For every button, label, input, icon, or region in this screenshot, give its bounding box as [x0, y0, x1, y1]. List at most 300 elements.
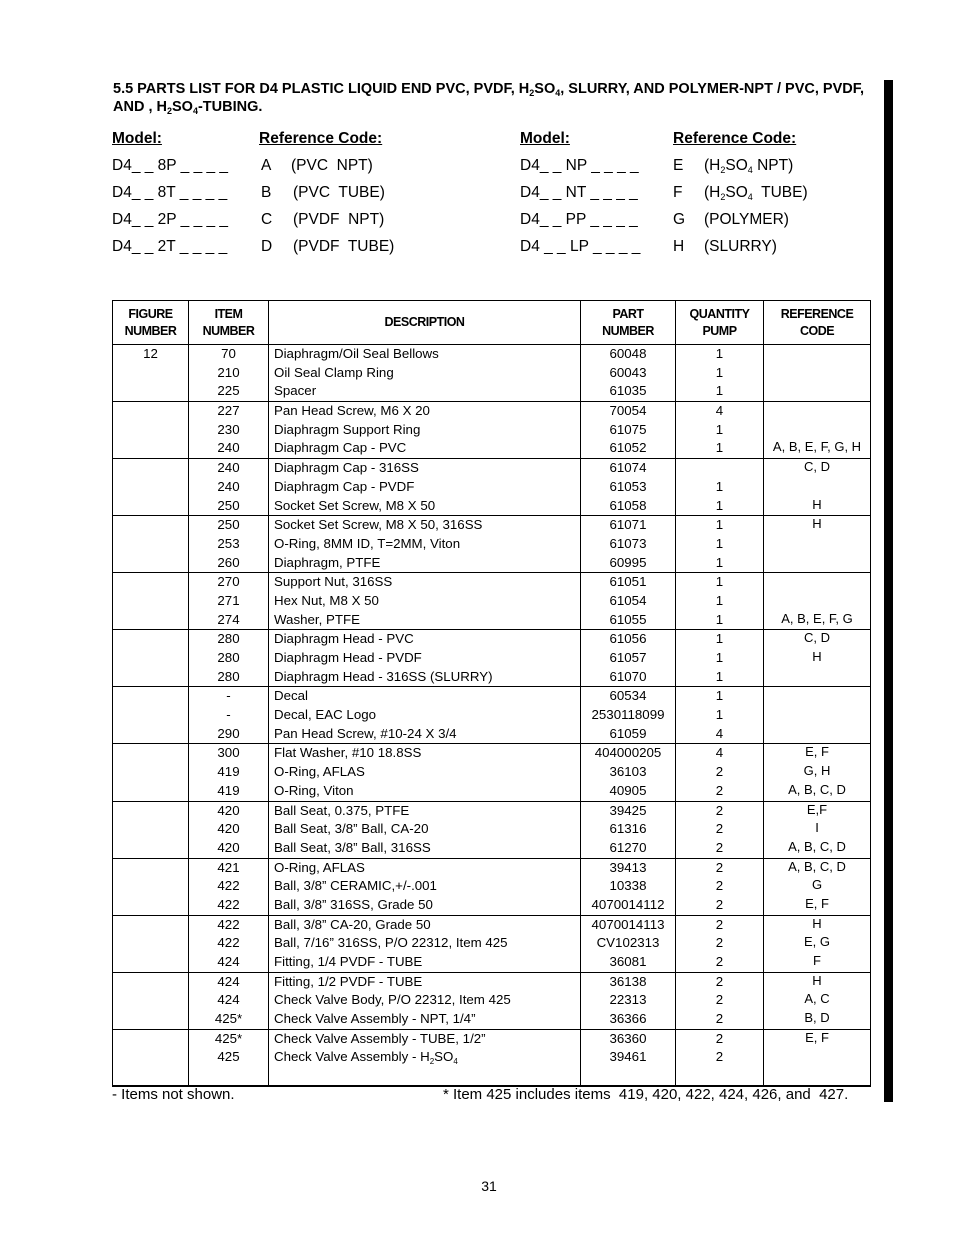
reference-description: (PVC NPT) [291, 157, 373, 174]
item-number: 425* [214, 1030, 243, 1046]
model-header-left: Model: [112, 130, 162, 147]
quantity: 1 [715, 421, 724, 437]
part-number-cell [581, 801, 676, 858]
part-number: 61316 [609, 821, 647, 837]
item-number-cell [189, 573, 269, 630]
table-row [113, 858, 871, 915]
part-number: 61070 [609, 668, 647, 684]
header-description: DESCRIPTION [269, 301, 581, 345]
quantity-cell [676, 744, 764, 801]
part-number: 61073 [609, 535, 647, 551]
quantity: 1 [715, 383, 724, 399]
item-number-cell [189, 630, 269, 687]
item-number: 240 [217, 440, 240, 456]
table-row [113, 630, 871, 687]
part-description: Diaphragm, PTFE [274, 554, 381, 570]
quantity: 2 [715, 1011, 724, 1027]
item-number: 250 [217, 497, 240, 513]
part-number: 61056 [609, 631, 647, 647]
part-number: 61075 [609, 421, 647, 437]
description-cell [269, 744, 581, 801]
reference-code [764, 592, 870, 611]
quantity-cell [676, 801, 764, 858]
table-header-row [113, 301, 871, 345]
quantity-cell [676, 516, 764, 573]
part-number: 60534 [609, 688, 647, 704]
item-number: 422 [217, 896, 240, 912]
table-row [113, 345, 871, 402]
part-number: 61051 [609, 574, 647, 590]
reference-code-cell [764, 972, 871, 1029]
part-description: Diaphragm Support Ring [274, 421, 421, 437]
description-cell [269, 915, 581, 972]
footnote-item-425: * Item 425 includes items 419, 420, 422, 424, 426, and 427. [443, 1086, 849, 1103]
reference-letter: B [261, 184, 272, 201]
part-description: Support Nut, 316SS [274, 574, 393, 590]
model-code: D4_ _ 8P _ _ _ _ [112, 157, 229, 174]
section-title: 5.5 PARTS LIST FOR D4 PLASTIC LIQUID END PVC, PVDF, $H_2SO_4$, SLURRY, AND POLYMER-NPT / PVC, PVDF, AND , $H_2SO_4$-TUBING. [113, 81, 864, 116]
reference-code-cell [764, 516, 871, 573]
part-description: Ball, 3/8” 316SS, Grade 50 [274, 896, 433, 912]
figure-number-cell [113, 915, 189, 972]
reference-code-cell [764, 573, 871, 630]
part-description: Fitting, 1/2 PVDF - TUBE [274, 973, 423, 989]
item-number-cell [189, 1029, 269, 1086]
quantity: 2 [715, 916, 724, 932]
figure-number: 12 [143, 346, 158, 361]
description-cell [269, 630, 581, 687]
description-cell [269, 801, 581, 858]
part-description: Check Valve Body, P/O 22312, Item 425 [274, 992, 511, 1008]
quantity: 1 [715, 574, 724, 590]
parts-table [112, 300, 871, 1087]
item-number: 425 [217, 1049, 240, 1065]
part-number: 61270 [609, 839, 647, 855]
reference-code [764, 402, 870, 421]
part-description: Ball Seat, 3/8” Ball, 316SS [274, 839, 431, 855]
quantity: 2 [715, 839, 724, 855]
reference-code: B, D [804, 1010, 830, 1026]
reference-description: (PVDF NPT) [293, 211, 385, 228]
part-description: Diaphragm Head - 316SS (SLURRY) [274, 668, 493, 684]
item-number: 290 [217, 725, 240, 741]
item-number: 240 [217, 460, 240, 476]
part-description: Fitting, 1/4 PVDF - TUBE [274, 954, 423, 969]
description-cell [269, 402, 581, 459]
page-edge-bar [884, 80, 893, 1102]
quantity: 4 [715, 403, 724, 419]
quantity: 2 [715, 802, 724, 818]
quantity: 1 [715, 707, 724, 723]
quantity: 2 [715, 782, 724, 798]
part-number-cell [581, 858, 676, 915]
reference-letter: E [673, 157, 684, 174]
description-cell [269, 687, 581, 744]
item-number: 425* [214, 1011, 243, 1027]
model-code: D4_ _ NP _ _ _ _ [520, 157, 639, 174]
reference-code: G [811, 877, 823, 893]
quantity-cell [676, 1029, 764, 1086]
quantity-cell [676, 402, 764, 459]
quantity-cell [676, 459, 764, 516]
item-number-cell [189, 915, 269, 972]
part-description: Diaphragm/Oil Seal Bellows [274, 346, 439, 361]
reference-code-cell [764, 1029, 871, 1086]
reference-code [764, 478, 870, 497]
reference-code: H [812, 649, 822, 664]
item-number: 424 [217, 954, 240, 969]
part-number-cell [581, 687, 676, 744]
part-number-cell [581, 972, 676, 1029]
part-number: 4070014113 [591, 916, 665, 932]
quantity: 1 [715, 554, 724, 570]
part-number: 61071 [609, 517, 647, 533]
part-number: 61055 [609, 611, 647, 627]
reference-code: A, B, C, D [788, 838, 846, 854]
model-header-right: Model: [520, 130, 570, 147]
item-number: 253 [217, 535, 240, 551]
ref-header-left: Reference Code: [259, 130, 383, 147]
reference-code: E,F [806, 801, 828, 817]
part-number: 36360 [609, 1030, 647, 1046]
reference-description: (POLYMER) [704, 211, 789, 228]
part-number-cell [581, 573, 676, 630]
part-description: Check Valve Assembly - $H_2SO_4$ [274, 1049, 458, 1067]
quantity: 4 [715, 745, 724, 761]
header-reference-code: REFERENCE CODE [764, 301, 871, 345]
quantity: 1 [715, 364, 724, 380]
item-number: 271 [217, 592, 240, 608]
item-number: 424 [217, 973, 240, 989]
model-code: D4_ _ 2P _ _ _ _ [112, 211, 229, 228]
reference-code: H [812, 496, 822, 512]
model-code: D4_ _ NT _ _ _ _ [520, 184, 638, 201]
part-number: 39413 [609, 859, 647, 875]
figure-number-cell [113, 801, 189, 858]
part-number: 61053 [609, 478, 647, 494]
quantity: 2 [715, 935, 724, 951]
figure-number-cell [113, 402, 189, 459]
reference-code: C, D [804, 630, 830, 646]
reference-code-cell [764, 459, 871, 516]
part-description: Diaphragm Head - PVDF [274, 650, 422, 665]
reference-code: E, F [805, 895, 829, 911]
part-number-cell [581, 915, 676, 972]
quantity: 1 [715, 650, 724, 665]
table-row [113, 915, 871, 972]
item-number: 225 [217, 383, 240, 399]
reference-code: G, H [803, 763, 831, 779]
header-item-number: ITEM NUMBER [189, 301, 269, 345]
item-number-cell [189, 858, 269, 915]
quantity: 2 [715, 896, 724, 912]
quantity: 1 [715, 631, 724, 647]
figure-number-cell [113, 459, 189, 516]
reference-code: E, G [803, 934, 830, 950]
ref-header-right: Reference Code: [673, 130, 797, 147]
part-description: Diaphragm Head - PVC [274, 631, 414, 647]
part-number: 36138 [609, 973, 647, 989]
reference-code: A, B, E, F, G, H [772, 439, 862, 455]
table-row [113, 801, 871, 858]
reference-description: ($H_2SO_4$ TUBE) [704, 184, 808, 202]
header-part-number: PART NUMBER [581, 301, 676, 345]
reference-code: H [812, 915, 822, 931]
table-row [113, 402, 871, 459]
item-number: 227 [217, 403, 240, 419]
part-number: 36366 [609, 1011, 647, 1027]
item-number: 424 [217, 992, 240, 1008]
part-number: 40905 [609, 782, 647, 798]
description-cell [269, 573, 581, 630]
quantity: 2 [715, 992, 724, 1008]
reference-letter: G [673, 211, 686, 228]
part-description: Socket Set Screw, M8 X 50, 316SS [274, 517, 483, 533]
item-number-cell [189, 972, 269, 1029]
description-cell [269, 459, 581, 516]
table-row [113, 459, 871, 516]
reference-letter: H [673, 238, 685, 255]
quantity-cell [676, 687, 764, 744]
quantity: 1 [715, 535, 724, 551]
model-code: D4_ _ 2T _ _ _ _ [112, 238, 228, 255]
quantity-cell [676, 972, 764, 1029]
reference-code-cell [764, 687, 871, 744]
part-number-cell [581, 402, 676, 459]
part-description: Spacer [274, 383, 317, 399]
figure-number-cell [113, 630, 189, 687]
item-number: 260 [217, 554, 240, 570]
part-number: 61074 [609, 460, 647, 476]
figure-number-cell [113, 972, 189, 1029]
quantity: 1 [715, 668, 724, 684]
reference-code: A, B, C, D [788, 781, 846, 797]
item-number: - [226, 707, 231, 723]
quantity: 2 [715, 973, 724, 989]
footnote-not-shown: - Items not shown. [112, 1086, 235, 1103]
item-number-cell [189, 402, 269, 459]
part-description: Socket Set Screw, M8 X 50 [274, 497, 436, 513]
part-number-cell [581, 345, 676, 402]
part-description: Ball Seat, 0.375, PTFE [274, 802, 410, 818]
figure-number-cell [113, 858, 189, 915]
item-number: 300 [217, 745, 240, 761]
item-number: 419 [217, 764, 240, 780]
reference-code-cell [764, 915, 871, 972]
quantity-cell [676, 915, 764, 972]
item-number-cell [189, 801, 269, 858]
item-number: 422 [217, 935, 240, 951]
quantity: 2 [715, 859, 724, 875]
description-cell [269, 858, 581, 915]
part-description: Ball, 3/8” CA-20, Grade 50 [274, 916, 431, 932]
reference-description: (SLURRY) [704, 238, 777, 255]
table-row [113, 972, 871, 1029]
table-row [113, 573, 871, 630]
part-number: 61059 [609, 725, 647, 741]
quantity: 1 [715, 497, 724, 513]
part-number: 61054 [609, 592, 647, 608]
reference-description: (PVDF TUBE) [293, 238, 395, 255]
reference-letter: D [261, 238, 273, 255]
part-number-cell [581, 630, 676, 687]
part-description: Decal, EAC Logo [274, 707, 376, 723]
table-row [113, 1029, 871, 1086]
part-number: 10338 [609, 878, 647, 894]
reference-code: H [812, 516, 822, 532]
table-row [113, 516, 871, 573]
quantity: 1 [715, 346, 724, 361]
figure-number-cell [113, 1029, 189, 1086]
part-description: Check Valve Assembly - TUBE, 1/2” [274, 1030, 486, 1046]
part-number: 60048 [609, 346, 647, 361]
part-number-cell [581, 459, 676, 516]
reference-code: A, B, C, D [788, 858, 846, 874]
part-description: Ball, 3/8” CERAMIC,+/-.001 [274, 878, 437, 894]
part-number-cell [581, 516, 676, 573]
reference-letter: F [673, 184, 683, 201]
reference-code: E, F [805, 744, 829, 760]
quantity: 2 [715, 821, 724, 837]
part-description: Washer, PTFE [274, 611, 360, 627]
part-number: 404000205 [594, 745, 662, 761]
part-number: 61052 [609, 440, 647, 456]
item-number: 420 [217, 839, 240, 855]
item-number: 280 [217, 650, 240, 665]
item-number: 421 [217, 859, 240, 875]
item-number: 270 [217, 574, 240, 590]
item-number-cell [189, 345, 269, 402]
quantity: 1 [715, 592, 724, 608]
quantity: 2 [715, 1030, 724, 1046]
reference-code [764, 421, 870, 440]
part-number: 4070014112 [591, 896, 665, 912]
figure-number-cell [113, 345, 189, 402]
part-description: O-Ring, AFLAS [274, 764, 365, 780]
part-number: 61035 [609, 383, 647, 399]
quantity: 1 [715, 611, 724, 627]
reference-code: A, C [804, 991, 830, 1007]
item-number: 274 [217, 611, 240, 627]
part-number: 39461 [609, 1049, 647, 1065]
part-number: 61057 [609, 650, 647, 665]
reference-code-cell [764, 402, 871, 459]
part-number: 36103 [609, 764, 647, 780]
reference-code-cell [764, 345, 871, 402]
description-cell [269, 345, 581, 402]
item-number: 422 [217, 878, 240, 894]
reference-letter: C [261, 211, 273, 228]
part-number: 36081 [609, 954, 647, 969]
item-number: 420 [217, 821, 240, 837]
reference-code: E, F [805, 1029, 829, 1045]
item-number: 240 [217, 478, 240, 494]
item-number-cell [189, 687, 269, 744]
model-code: D4 _ _ LP _ _ _ _ [520, 238, 641, 255]
reference-code-cell [764, 744, 871, 801]
reference-code-cell [764, 858, 871, 915]
item-number: 422 [217, 916, 240, 932]
part-description: Hex Nut, M8 X 50 [274, 592, 379, 608]
item-number: 280 [217, 668, 240, 684]
item-number: 210 [217, 364, 240, 380]
quantity [676, 459, 763, 478]
table-row [113, 744, 871, 801]
quantity-cell [676, 345, 764, 402]
part-number: 2530118099 [591, 707, 665, 723]
reference-code [764, 573, 870, 592]
reference-code: F [813, 953, 821, 968]
quantity-cell [676, 630, 764, 687]
quantity: 2 [715, 878, 724, 894]
part-description: Pan Head Screw, M6 X 20 [274, 403, 430, 419]
page-number: 31 [481, 1178, 497, 1194]
part-description: Diaphragm Cap - 316SS [274, 460, 419, 476]
model-code: D4_ _ PP _ _ _ _ [520, 211, 638, 228]
part-description: Ball Seat, 3/8” Ball, CA-20 [274, 821, 429, 837]
part-description: Diaphragm Cap - PVDF [274, 478, 415, 494]
part-number: 39425 [609, 802, 647, 818]
part-description: Decal [274, 688, 308, 704]
table-row [113, 687, 871, 744]
item-number: 250 [217, 517, 240, 533]
part-description: O-Ring, Viton [274, 782, 354, 798]
item-number-cell [189, 459, 269, 516]
part-description: Diaphragm Cap - PVC [274, 440, 407, 456]
description-cell [269, 972, 581, 1029]
part-number: 61058 [609, 497, 647, 513]
quantity-cell [676, 573, 764, 630]
reference-code: A, B, E, F, G [781, 610, 853, 626]
parts-table-body [113, 345, 871, 1087]
reference-code-cell [764, 630, 871, 687]
item-number-cell [189, 744, 269, 801]
part-description: Ball, 7/16” 316SS, P/O 22312, Item 425 [274, 935, 508, 951]
quantity: 4 [715, 725, 724, 741]
part-description: Check Valve Assembly - NPT, 1/4” [274, 1011, 476, 1027]
reference-code: C, D [804, 459, 830, 475]
reference-code: H [812, 972, 822, 988]
reference-letter: A [261, 157, 272, 174]
reference-code-cell [764, 801, 871, 858]
item-number: 70 [221, 346, 236, 361]
part-number: CV102313 [596, 935, 660, 951]
header-figure-number: FIGURE NUMBER [113, 301, 189, 345]
quantity-cell [676, 858, 764, 915]
quantity: 1 [715, 688, 724, 704]
figure-number-cell [113, 573, 189, 630]
quantity: 1 [715, 517, 724, 533]
item-number: 419 [217, 782, 240, 798]
item-number: 230 [217, 421, 240, 437]
quantity: 2 [715, 954, 724, 969]
reference-description: (PVC TUBE) [293, 184, 385, 201]
quantity: 1 [715, 440, 724, 456]
description-cell [269, 516, 581, 573]
model-code: D4_ _ 8T _ _ _ _ [112, 184, 228, 201]
header-quantity-pump: QUANTITY PUMP [676, 301, 764, 345]
part-description: O-Ring, 8MM ID, T=2MM, Viton [274, 535, 461, 551]
part-number: 22313 [609, 992, 647, 1008]
quantity: 1 [715, 478, 724, 494]
part-description: Oil Seal Clamp Ring [274, 364, 394, 380]
item-number-cell [189, 516, 269, 573]
part-description: O-Ring, AFLAS [274, 859, 365, 875]
item-number: - [226, 688, 231, 704]
figure-number-cell [113, 687, 189, 744]
part-description: Pan Head Screw, #10-24 X 3/4 [274, 725, 457, 741]
figure-number-cell [113, 516, 189, 573]
